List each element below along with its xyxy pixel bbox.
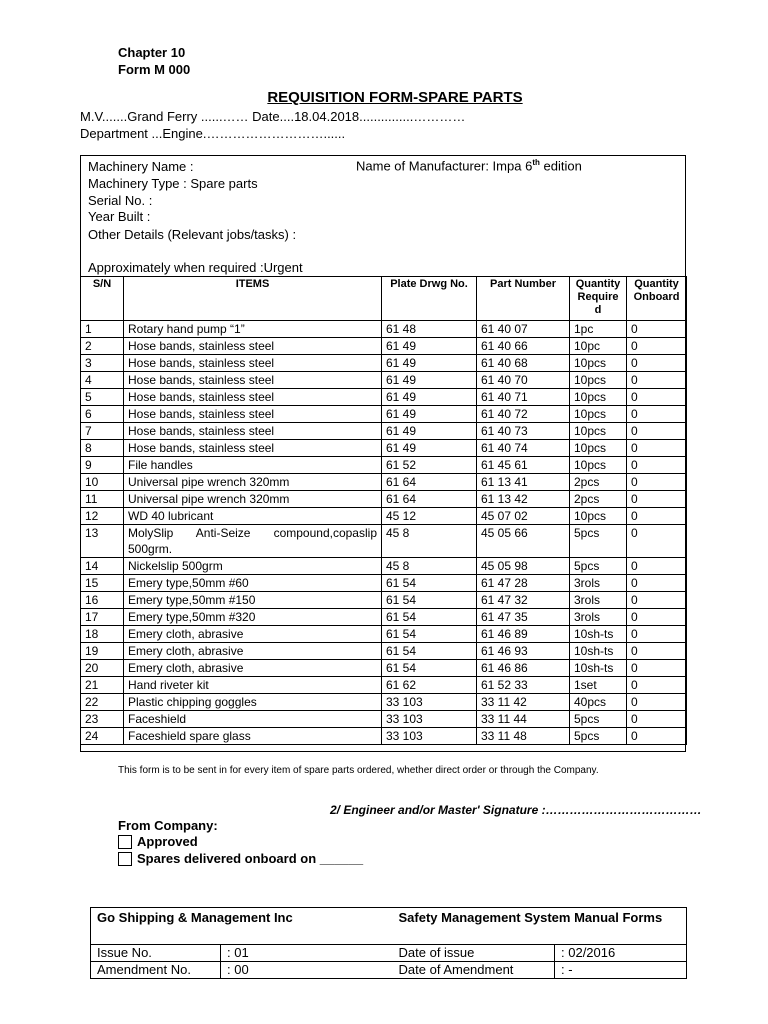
cell-qty-onboard: 0: [627, 508, 687, 525]
cell-item: Emery cloth, abrasive: [124, 626, 382, 643]
table-row: [81, 694, 687, 711]
delivered-checkbox[interactable]: [118, 852, 132, 866]
form-number: Form M 000: [118, 62, 191, 77]
cell-sn: 12: [81, 508, 124, 525]
cell-qty-required: 1set: [570, 677, 627, 694]
cell-sn: 4: [81, 372, 124, 389]
delivered-label: Spares delivered onboard on ______: [137, 851, 364, 866]
cell-item: Universal pipe wrench 320mm: [124, 474, 382, 491]
approved-label: Approved: [137, 834, 198, 849]
cell-item: Emery cloth, abrasive: [124, 643, 382, 660]
cell-qty-required: 10pcs: [570, 406, 627, 423]
cell-qty-required: 2pcs: [570, 474, 627, 491]
cell-qty-required: 10sh-ts: [570, 643, 627, 660]
cell-qty-required: 10pcs: [570, 440, 627, 457]
cell-plate: 61 52: [382, 457, 477, 474]
cell-sn: 24: [81, 728, 124, 745]
cell-item: WD 40 lubricant: [124, 508, 382, 525]
cell-part: 61 47 32: [477, 592, 570, 609]
cell-part: 61 13 41: [477, 474, 570, 491]
table-row: [81, 525, 687, 558]
cell-qty-required: 10sh-ts: [570, 660, 627, 677]
table-row: [81, 677, 687, 694]
cell-qty-required: 2pcs: [570, 491, 627, 508]
cell-plate: 61 54: [382, 592, 477, 609]
table-row: [81, 321, 687, 338]
table-row: [81, 372, 687, 389]
cell-qty-required: 5pcs: [570, 728, 627, 745]
cell-part: 61 40 73: [477, 423, 570, 440]
machinery-type: Machinery Type : Spare parts: [88, 176, 258, 191]
chapter-label: Chapter 10: [118, 45, 186, 60]
cell-plate: 61 49: [382, 440, 477, 457]
cell-plate: 45 8: [382, 558, 477, 575]
form-note: This form is to be sent in for every item of spare parts ordered, whether direct order or through the Company.: [118, 765, 599, 776]
cell-qty-onboard: 0: [627, 575, 687, 592]
cell-part: 61 46 86: [477, 660, 570, 677]
cell-sn: 3: [81, 355, 124, 372]
cell-part: 61 46 89: [477, 626, 570, 643]
cell-item: Emery cloth, abrasive: [124, 660, 382, 677]
delivered-row: [118, 851, 363, 866]
table-row: [81, 355, 687, 372]
cell-qty-onboard: 0: [627, 423, 687, 440]
footer-table: [90, 907, 687, 979]
signature-line: 2/ Engineer and/or Master' Signature :…………………………………: [330, 803, 702, 817]
table-row: [81, 609, 687, 626]
cell-qty-onboard: 0: [627, 643, 687, 660]
year-built: Year Built :: [88, 209, 151, 224]
cell-plate: 61 49: [382, 355, 477, 372]
vessel-line: M.V.......Grand Ferry ......…… Date....18.04.2018...............…………: [80, 109, 466, 124]
cell-sn: 11: [81, 491, 124, 508]
serial-no: Serial No. :: [88, 193, 153, 208]
cell-plate: 61 54: [382, 660, 477, 677]
cell-sn: 22: [81, 694, 124, 711]
col-part: Part Number: [477, 277, 570, 321]
cell-plate: 61 49: [382, 423, 477, 440]
from-company-label: From Company:: [118, 818, 218, 833]
cell-item: File handles: [124, 457, 382, 474]
cell-sn: 18: [81, 626, 124, 643]
cell-item: Rotary hand pump “1”: [124, 321, 382, 338]
cell-qty-required: 40pcs: [570, 694, 627, 711]
cell-item: Faceshield: [124, 711, 382, 728]
cell-sn: 23: [81, 711, 124, 728]
amend-value: : 00: [221, 962, 393, 979]
cell-part: 61 45 61: [477, 457, 570, 474]
cell-part: 45 07 02: [477, 508, 570, 525]
cell-item: Emery type,50mm #150: [124, 592, 382, 609]
cell-sn: 1: [81, 321, 124, 338]
cell-item: Nickelslip 500grm: [124, 558, 382, 575]
cell-part: 33 11 44: [477, 711, 570, 728]
date-amend-label: Date of Amendment: [393, 962, 555, 979]
cell-part: 61 40 70: [477, 372, 570, 389]
cell-qty-onboard: 0: [627, 711, 687, 728]
cell-item: Emery type,50mm #320: [124, 609, 382, 626]
cell-qty-onboard: 0: [627, 677, 687, 694]
cell-qty-onboard: 0: [627, 372, 687, 389]
table-row: [81, 626, 687, 643]
cell-qty-onboard: 0: [627, 592, 687, 609]
manufacturer-suffix: edition: [539, 158, 582, 174]
cell-item: Plastic chipping goggles: [124, 694, 382, 711]
table-row: [81, 660, 687, 677]
cell-qty-required: 10pcs: [570, 355, 627, 372]
col-plate: Plate Drwg No.: [382, 277, 477, 321]
cell-part: 61 40 74: [477, 440, 570, 457]
cell-qty-required: 3rols: [570, 575, 627, 592]
cell-plate: 33 103: [382, 711, 477, 728]
cell-qty-onboard: 0: [627, 660, 687, 677]
table-row: [81, 558, 687, 575]
cell-qty-onboard: 0: [627, 338, 687, 355]
machinery-name: Machinery Name :: [88, 159, 194, 174]
department-line: Department ...Engine.………………………......: [80, 126, 346, 141]
cell-part: 61 40 66: [477, 338, 570, 355]
cell-part: 61 40 71: [477, 389, 570, 406]
table-row: [81, 423, 687, 440]
cell-plate: 61 49: [382, 338, 477, 355]
cell-part: 33 11 48: [477, 728, 570, 745]
cell-plate: 61 49: [382, 372, 477, 389]
cell-sn: 16: [81, 592, 124, 609]
cell-part: 61 40 72: [477, 406, 570, 423]
table-row: [81, 728, 687, 745]
cell-qty-onboard: 0: [627, 694, 687, 711]
cell-plate: 33 103: [382, 728, 477, 745]
cell-sn: 19: [81, 643, 124, 660]
table-row: [81, 457, 687, 474]
cell-item: Universal pipe wrench 320mm: [124, 491, 382, 508]
cell-item: MolySlip Anti-Seize compound,copaslip 500grm.: [124, 525, 382, 558]
cell-qty-onboard: 0: [627, 355, 687, 372]
cell-plate: 61 49: [382, 389, 477, 406]
cell-sn: 17: [81, 609, 124, 626]
cell-qty-onboard: 0: [627, 728, 687, 745]
issue-value: : 01: [221, 945, 393, 962]
cell-part: 61 47 28: [477, 575, 570, 592]
cell-qty-required: 5pcs: [570, 525, 627, 558]
footer-manual: Safety Management System Manual Forms: [393, 908, 687, 945]
table-row: [81, 491, 687, 508]
cell-part: 61 52 33: [477, 677, 570, 694]
cell-sn: 7: [81, 423, 124, 440]
cell-qty-required: 1pc: [570, 321, 627, 338]
table-row: [81, 643, 687, 660]
cell-qty-onboard: 0: [627, 525, 687, 558]
table-row: [81, 575, 687, 592]
cell-qty-required: 5pcs: [570, 558, 627, 575]
col-qty-onboard: Quantity Onboard: [627, 277, 687, 321]
approved-row: [118, 834, 198, 849]
col-qty-required: Quantity Require d: [570, 277, 627, 321]
required-when: Approximately when required :Urgent: [88, 260, 303, 275]
amend-label: Amendment No.: [91, 962, 221, 979]
cell-sn: 9: [81, 457, 124, 474]
cell-item: Hose bands, stainless steel: [124, 372, 382, 389]
cell-plate: 61 48: [382, 321, 477, 338]
cell-part: 45 05 66: [477, 525, 570, 558]
cell-sn: 14: [81, 558, 124, 575]
footer-company: Go Shipping & Management Inc: [91, 908, 393, 945]
cell-qty-onboard: 0: [627, 321, 687, 338]
table-row: [81, 389, 687, 406]
col-sn: S/N: [81, 277, 124, 321]
cell-plate: 45 8: [382, 525, 477, 558]
cell-qty-required: 10pc: [570, 338, 627, 355]
cell-item: Hose bands, stainless steel: [124, 440, 382, 457]
cell-item: Hose bands, stainless steel: [124, 406, 382, 423]
approved-checkbox[interactable]: [118, 835, 132, 849]
form-title: REQUISITION FORM-SPARE PARTS: [267, 89, 523, 106]
table-row: [81, 711, 687, 728]
cell-plate: 61 54: [382, 643, 477, 660]
cell-sn: 8: [81, 440, 124, 457]
table-row: [81, 406, 687, 423]
other-details: Other Details (Relevant jobs/tasks) :: [88, 227, 297, 242]
cell-qty-onboard: 0: [627, 558, 687, 575]
cell-plate: 61 64: [382, 491, 477, 508]
cell-part: 61 40 68: [477, 355, 570, 372]
cell-sn: 21: [81, 677, 124, 694]
cell-part: 61 47 35: [477, 609, 570, 626]
cell-item: Hose bands, stainless steel: [124, 338, 382, 355]
cell-qty-required: 3rols: [570, 592, 627, 609]
manufacturer-sup: th: [532, 158, 540, 167]
table-row: [81, 508, 687, 525]
cell-plate: 61 54: [382, 609, 477, 626]
table-row: [81, 474, 687, 491]
cell-qty-onboard: 0: [627, 474, 687, 491]
cell-plate: 61 62: [382, 677, 477, 694]
cell-sn: 15: [81, 575, 124, 592]
issue-label: Issue No.: [91, 945, 221, 962]
cell-plate: 61 64: [382, 474, 477, 491]
cell-item: Hose bands, stainless steel: [124, 389, 382, 406]
table-row: [81, 592, 687, 609]
cell-qty-onboard: 0: [627, 491, 687, 508]
cell-sn: 20: [81, 660, 124, 677]
cell-sn: 5: [81, 389, 124, 406]
cell-item: Faceshield spare glass: [124, 728, 382, 745]
manufacturer-prefix: Name of Manufacturer: Impa 6: [356, 158, 533, 174]
cell-qty-required: 5pcs: [570, 711, 627, 728]
cell-item: Hose bands, stainless steel: [124, 355, 382, 372]
cell-qty-required: 10pcs: [570, 508, 627, 525]
cell-sn: 6: [81, 406, 124, 423]
date-issue-label: Date of issue: [393, 945, 555, 962]
cell-part: 61 13 42: [477, 491, 570, 508]
cell-item: Hose bands, stainless steel: [124, 423, 382, 440]
cell-qty-onboard: 0: [627, 406, 687, 423]
cell-part: 61 46 93: [477, 643, 570, 660]
cell-qty-onboard: 0: [627, 626, 687, 643]
cell-item: Hand riveter kit: [124, 677, 382, 694]
table-header-row: [81, 277, 687, 321]
cell-qty-required: 10pcs: [570, 389, 627, 406]
cell-qty-onboard: 0: [627, 440, 687, 457]
cell-part: 61 40 07: [477, 321, 570, 338]
cell-qty-required: 10pcs: [570, 372, 627, 389]
items-table: [80, 276, 687, 745]
cell-plate: 45 12: [382, 508, 477, 525]
cell-qty-required: 10pcs: [570, 457, 627, 474]
cell-qty-required: 10sh-ts: [570, 626, 627, 643]
cell-part: 33 11 42: [477, 694, 570, 711]
cell-qty-onboard: 0: [627, 389, 687, 406]
table-row: [81, 440, 687, 457]
manufacturer: [356, 158, 582, 173]
cell-sn: 2: [81, 338, 124, 355]
cell-plate: 33 103: [382, 694, 477, 711]
cell-qty-required: 3rols: [570, 609, 627, 626]
cell-item: Emery type,50mm #60: [124, 575, 382, 592]
cell-sn: 13: [81, 525, 124, 558]
cell-plate: 61 49: [382, 406, 477, 423]
cell-qty-onboard: 0: [627, 609, 687, 626]
col-items: ITEMS: [124, 277, 382, 321]
cell-qty-onboard: 0: [627, 457, 687, 474]
cell-part: 45 05 98: [477, 558, 570, 575]
cell-plate: 61 54: [382, 626, 477, 643]
cell-sn: 10: [81, 474, 124, 491]
cell-plate: 61 54: [382, 575, 477, 592]
table-row: [81, 338, 687, 355]
date-issue-value: : 02/2016: [555, 945, 687, 962]
cell-qty-required: 10pcs: [570, 423, 627, 440]
date-amend-value: : -: [555, 962, 687, 979]
